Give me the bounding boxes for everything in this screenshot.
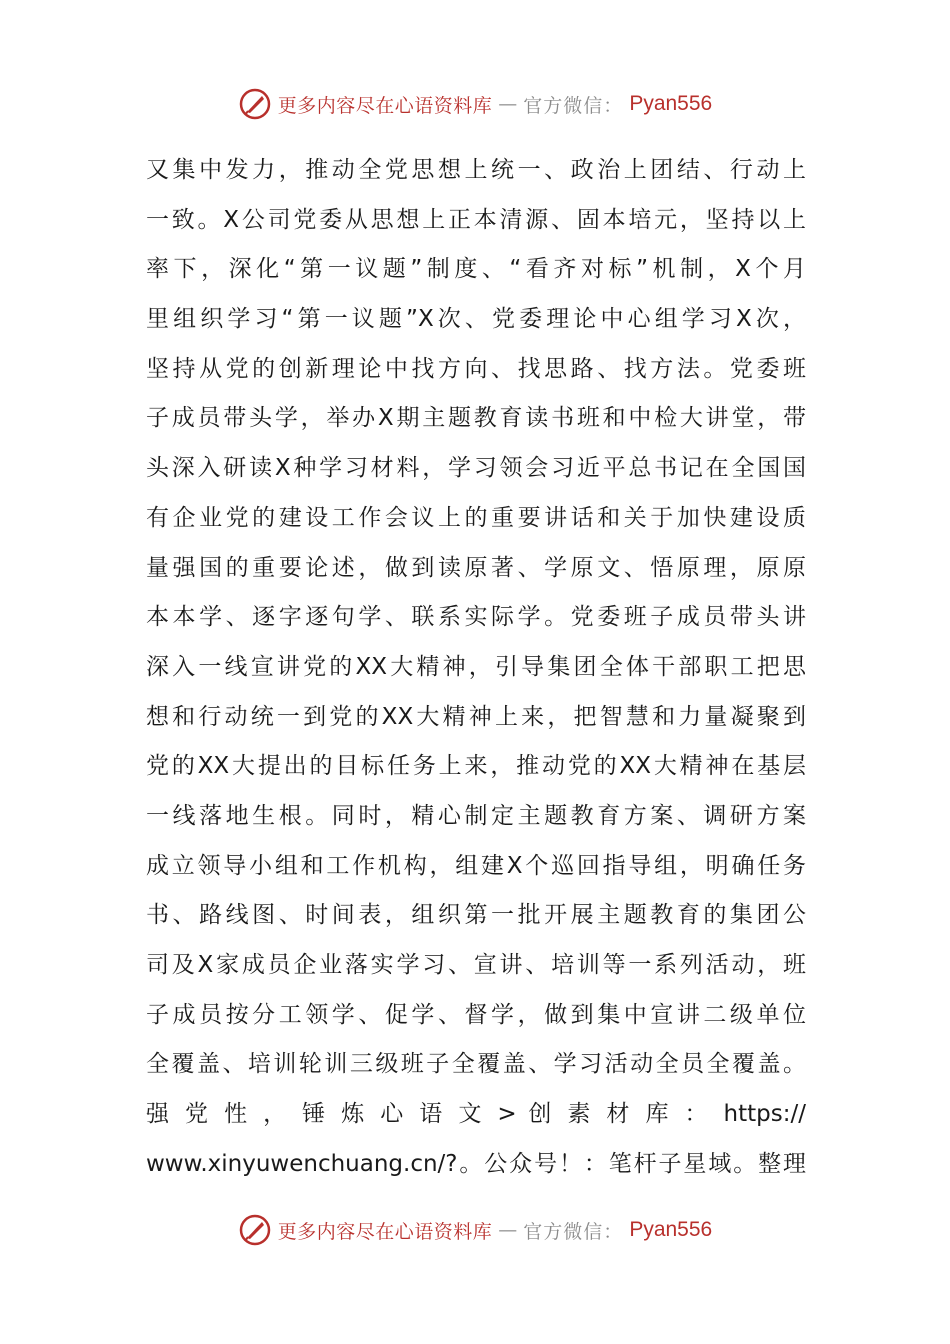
separator-dash: — [498,93,518,115]
wechat-label: 官方微信： [523,1220,624,1243]
wechat-handle: Pyan556 [629,1218,713,1241]
text-line-link: 强 党 性 ， 锤 炼 心 语 文 > 创 素 材 库 ： https:// [146,1101,806,1128]
text-line: 一致。X公司党委从思想上正本清源、固本培元，坚持以上 [146,206,806,233]
text-line: 子成员按分工领学、促学、督学，做到集中宣讲二级单位 [146,1001,806,1028]
document-body [146,146,806,1189]
text-line: 深入一线宣讲党的XX大精神，引导集团全体干部职工把思 [146,653,806,680]
text-line: 一线落地生根。同时，精心制定主题教育方案、调研方案 [146,802,806,829]
quill-logo-icon [238,87,272,121]
site-text: 更多内容尽在心语资料库 [277,94,493,117]
text-line: 全覆盖、培训轮训三级班子全覆盖、学习活动全员全覆盖。 [146,1051,806,1078]
text-line: 本本学、逐字逐句学、联系实际学。党委班子成员带头讲 [146,604,806,631]
text-line: 头深入研读X种学习材料，学习领会习近平总书记在全国国 [146,455,806,482]
text-line: 里组织学习“第一议题”X次、党委理论中心组学习X次， [146,306,806,333]
text-line: 书、路线图、时间表，组织第一批开展主题教育的集团公 [146,902,806,929]
footer-watermark [0,1210,950,1250]
text-line: 司及X家成员企业落实学习、宣讲、培训等一系列活动，班 [146,952,806,978]
text-line: 子成员带头学，举办X期主题教育读书班和中检大讲堂，带 [146,405,806,432]
quill-logo-icon [238,1213,272,1247]
separator-dash: — [498,1219,518,1241]
text-line: 党的XX大提出的目标任务上来，推动党的XX大精神在基层 [146,753,806,780]
text-line: 又集中发力，推动全党思想上统一、政治上团结、行动上 [146,157,806,183]
site-text: 更多内容尽在心语资料库 [277,1220,493,1243]
text-line: 率下，深化“第一议题”制度、“看齐对标”机制，X个月 [146,256,806,283]
text-line: 有企业党的建设工作会议上的重要讲话和关于加快建设质 [146,504,806,531]
text-line: 量强国的重要论述，做到读原著、学原文、悟原理，原原 [146,554,806,581]
text-line: 想和行动统一到党的XX大精神上来，把智慧和力量凝聚到 [146,703,806,730]
text-line: 坚持从党的创新理论中找方向、找思路、找方法。党委班 [146,355,806,382]
wechat-handle: Pyan556 [629,92,713,115]
text-line-link: www.xinyuwenchuang.cn/?。公众号！：笔杆子星域。整理 [146,1150,806,1177]
text-line: 成立领导小组和工作机构，组建X个巡回指导组，明确任务 [146,852,806,879]
header-watermark [0,84,950,124]
wechat-label: 官方微信： [523,94,624,117]
